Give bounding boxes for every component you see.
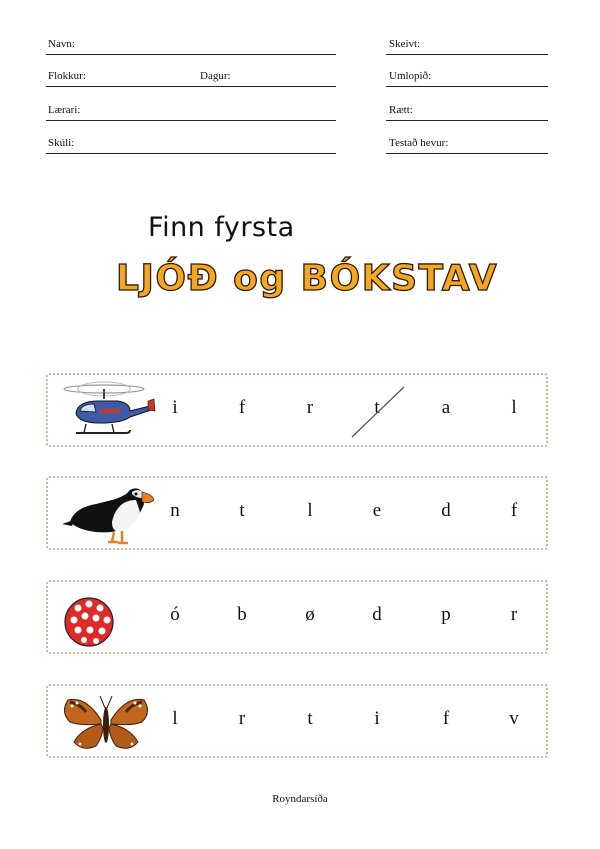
skeivt-label: Skeivt: xyxy=(389,38,421,50)
letter-3-1[interactable]: ó xyxy=(170,604,180,625)
letter-1-5[interactable]: a xyxy=(441,397,451,418)
letter-1-4[interactable]: t xyxy=(374,397,380,418)
puffin-icon xyxy=(56,482,156,548)
umlopid-label: Umlopið: xyxy=(389,70,432,82)
navn-label: Navn: xyxy=(48,38,75,50)
letter-1-2[interactable]: f xyxy=(238,397,246,418)
flokkur-field[interactable] xyxy=(46,66,336,87)
cross-out-mark xyxy=(348,383,408,441)
laerari-field[interactable] xyxy=(46,100,336,121)
exercise-row-2 xyxy=(46,476,548,550)
dagur-label: Dagur: xyxy=(200,70,231,82)
helicopter-icon xyxy=(56,379,156,445)
raett-field[interactable] xyxy=(386,100,548,121)
letter-1-6[interactable]: l xyxy=(511,397,517,418)
navn-field[interactable] xyxy=(46,34,336,55)
skuli-field[interactable] xyxy=(46,133,336,154)
letter-2-3[interactable]: l xyxy=(307,500,313,521)
exercise-row-3 xyxy=(46,580,548,654)
letter-2-5[interactable]: d xyxy=(441,500,451,521)
letter-3-3[interactable]: ø xyxy=(305,604,315,625)
title-line2: LJÓÐ og BÓKSTAV xyxy=(116,258,499,299)
letter-2-6[interactable]: f xyxy=(510,500,518,521)
letter-2-1[interactable]: n xyxy=(170,500,180,521)
ball-icon xyxy=(56,586,156,652)
letter-1-3[interactable]: r xyxy=(306,397,314,418)
letter-4-2[interactable]: r xyxy=(238,708,246,729)
letter-2-2[interactable]: t xyxy=(239,500,245,521)
letter-4-4[interactable]: i xyxy=(374,708,380,729)
exercise-row-4 xyxy=(46,684,548,758)
title-line1: Finn fyrsta xyxy=(148,212,295,243)
raett-label: Rætt: xyxy=(389,104,413,116)
letter-3-5[interactable]: p xyxy=(441,604,451,625)
skeivt-field[interactable] xyxy=(386,34,548,55)
butterfly-icon xyxy=(56,690,156,756)
page-footer: Royndarsíða xyxy=(272,793,328,805)
testad-field[interactable] xyxy=(386,133,548,154)
letter-4-1[interactable]: l xyxy=(172,708,178,729)
exercise-row-1 xyxy=(46,373,548,447)
letter-3-4[interactable]: d xyxy=(372,604,382,625)
testad-label: Testað hevur: xyxy=(389,137,449,149)
umlopid-field[interactable] xyxy=(386,66,548,87)
letter-4-5[interactable]: f xyxy=(442,708,450,729)
flokkur-label: Flokkur: xyxy=(48,70,86,82)
letter-4-6[interactable]: v xyxy=(509,708,519,729)
laerari-label: Lærari: xyxy=(48,104,81,116)
letter-2-4[interactable]: e xyxy=(372,500,382,521)
letter-1-1[interactable]: i xyxy=(172,397,178,418)
letter-3-6[interactable]: r xyxy=(510,604,518,625)
letter-3-2[interactable]: b xyxy=(237,604,247,625)
letter-4-3[interactable]: t xyxy=(307,708,313,729)
skuli-label: Skúli: xyxy=(48,137,75,149)
